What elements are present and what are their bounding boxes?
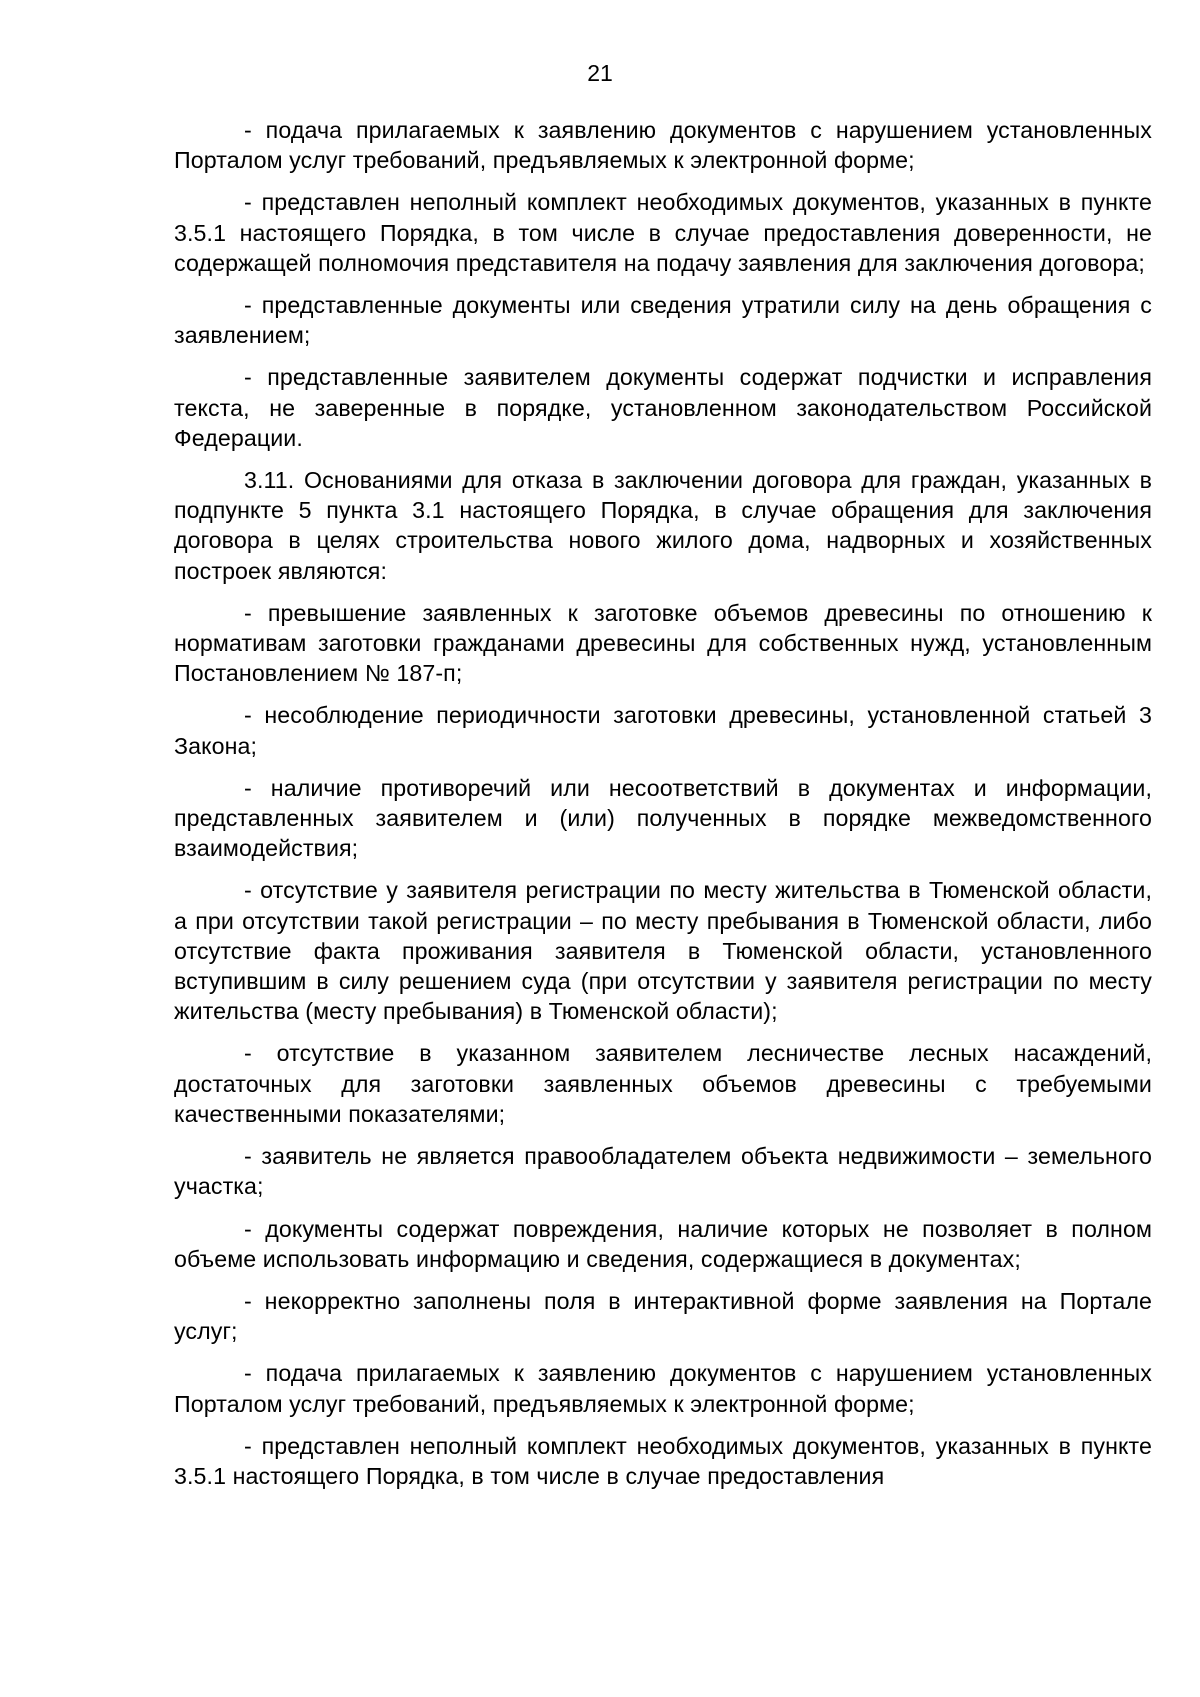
paragraph: - некорректно заполнены поля в интерактивной форме заявления на Портале услуг; (174, 1287, 1152, 1345)
paragraph: - несоблюдение периодичности заготовки древесины, установленной статьей 3 Закона; (174, 702, 1152, 759)
section-paragraph: 3.11. Основаниями для отказа в заключении договора для граждан, указанных в подпункте 5 пункта 3.1 настоящего Порядка, в случае обращения для заключения договора в целях строительства нового жилого дома, надворных и хозяйственных построек являются: (174, 467, 1152, 584)
paragraph: - заявитель не является правообладателем объекта недвижимости – земельного участка; (174, 1143, 1152, 1200)
paragraph: - наличие противоречий или несоответствий в документах и информации, представленных заявителем и (или) полученных в порядке межведомственного взаимодействия; (174, 774, 1152, 862)
paragraph: - отсутствие у заявителя регистрации по месту жительства в Тюменской области, а при отсутствии такой регистрации – по месту пребывания в Тюменской области, либо отсутствие факта проживания заявителя в Тюменской области, установленного вступившим в силу решением суда (при отсутствии у заявителя регистрации по месту жительства (месту пребывания) в Тюменской области); (174, 877, 1152, 1025)
paragraph: - документы содержат повреждения, наличие которых не позволяет в полном объеме использовать информацию и сведения, содержащиеся в документах; (174, 1215, 1152, 1272)
paragraph: - подача прилагаемых к заявлению документов с нарушением установленных Порталом услуг требований, предъявляемых к электронной форме; (174, 1360, 1152, 1417)
paragraph: - подача прилагаемых к заявлению документов с нарушением установленных Порталом услуг требований, предъявляемых к электронной форме; (174, 117, 1152, 174)
paragraph: - представленные документы или сведения утратили силу на день обращения с заявлением; (174, 292, 1152, 349)
paragraph: - представлен неполный комплект необходимых документов, указанных в пункте 3.5.1 настоящего Порядка, в том числе в случае предоставления доверенности, не содержащей полномочия представителя на подачу заявления для заключения договора; (174, 189, 1152, 276)
paragraph: - представлен неполный комплект необходимых документов, указанных в пункте 3.5.1 настоящего Порядка, в том числе в случае предоставления (174, 1432, 1152, 1489)
paragraph: - отсутствие в указанном заявителем лесничестве лесных насаждений, достаточных для заготовки заявленных объемов древесины с требуемыми качественными показателями; (174, 1040, 1152, 1127)
paragraph: - превышение заявленных к заготовке объемов древесины по отношению к нормативам заготовки гражданами древесины для собственных нужд, установленным Постановлением № 187-п; (174, 599, 1152, 687)
document-body (174, 115, 1152, 1503)
page-number: 21 (587, 60, 613, 86)
paragraph: - представленные заявителем документы содержат подчистки и исправления текста, не заверенные в порядке, установленном законодательством Российской Федерации. (174, 364, 1152, 451)
